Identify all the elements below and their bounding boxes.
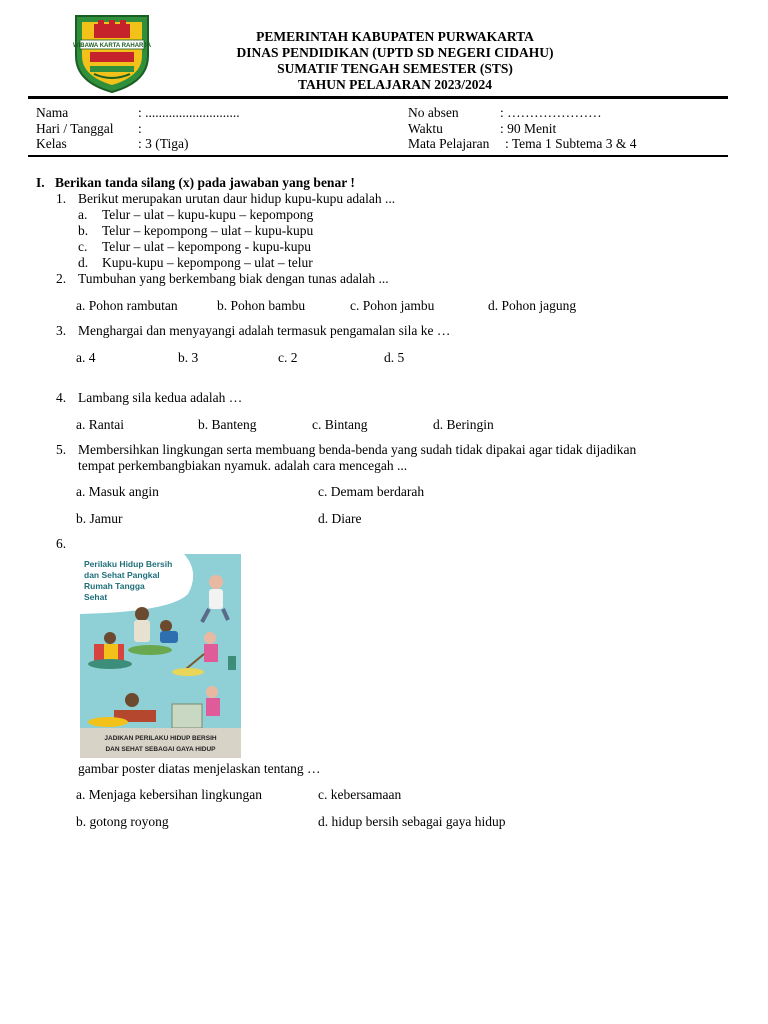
- logo-motto: WIBAWA KARTA RAHARJA: [72, 43, 152, 49]
- header-line-3: SUMATIF TENGAH SEMESTER (STS): [277, 61, 513, 76]
- mapel-label: Mata Pelajaran: [408, 136, 490, 151]
- q4-option-d: d. Beringin: [433, 417, 494, 432]
- mapel-value: : Tema 1 Subtema 3 & 4: [505, 136, 637, 151]
- q5-option-a: a. Masuk angin: [76, 484, 159, 499]
- kelas-value: : 3 (Tiga): [138, 136, 189, 151]
- section-number: I.: [36, 175, 45, 190]
- poster-title-1: Perilaku Hidup Bersih: [84, 559, 173, 569]
- header-divider: [28, 96, 728, 99]
- q6-option-b: b. gotong royong: [76, 814, 169, 829]
- q5-text-line1: Membersihkan lingkungan serta membuang benda-benda yang sudah tidak dipakai agar tidak dijadikan: [78, 442, 637, 457]
- section-instruction: Berikan tanda silang (x) pada jawaban yang benar !: [55, 175, 355, 190]
- q2-option-c: c. Pohon jambu: [350, 298, 435, 313]
- q3-option-c: c. 2: [278, 350, 298, 365]
- q6-text: gambar poster diatas menjelaskan tentang …: [78, 761, 321, 776]
- poster-title-3: Rumah Tangga: [84, 581, 145, 591]
- q6-option-d: d. hidup bersih sebagai gaya hidup: [318, 814, 506, 829]
- poster-caption-1: JADIKAN PERILAKU HIDUP BERSIH: [104, 735, 217, 742]
- poster-caption-2: DAN SEHAT SEBAGAI GAYA HIDUP: [105, 746, 216, 753]
- q4-option-a: a. Rantai: [76, 417, 124, 432]
- nama-value: : ............................: [138, 105, 240, 120]
- q1-number: 1.: [56, 191, 67, 206]
- q3-option-d: d. 5: [384, 350, 405, 365]
- identity-divider: [28, 155, 728, 157]
- header-line-4: TAHUN PELAJARAN 2023/2024: [297, 77, 492, 92]
- q1-option-letter: b.: [78, 223, 89, 238]
- q5-text-line2: tempat perkembangbiakan nyamuk. adalah cara mencegah ...: [78, 458, 408, 473]
- q5-option-d: d. Diare: [318, 511, 362, 526]
- q4-option-b: b. Banteng: [198, 417, 257, 432]
- q4-number: 4.: [56, 390, 67, 405]
- poster-title-4: Sehat: [84, 592, 108, 602]
- header-line-2: DINAS PENDIDIKAN (UPTD SD NEGERI CIDAHU): [236, 45, 554, 60]
- purwakarta-emblem: [72, 10, 152, 94]
- phbs-poster-image: [80, 554, 241, 758]
- q1-option-letter: d.: [78, 255, 89, 270]
- q1-text: Berikut merupakan urutan daur hidup kupu-kupu adalah ...: [78, 191, 396, 206]
- kelas-label: Kelas: [36, 136, 67, 151]
- absen-value: : …………………: [500, 105, 602, 120]
- hari-value: :: [138, 121, 142, 136]
- header-line-1: PEMERINTAH KABUPATEN PURWAKARTA: [256, 29, 534, 44]
- absen-label: No absen: [408, 105, 459, 120]
- q2-number: 2.: [56, 271, 67, 286]
- q1-option-c: Telur – ulat – kepompong - kupu-kupu: [102, 239, 312, 254]
- q6-option-c: c. kebersamaan: [318, 787, 402, 802]
- q2-text: Tumbuhan yang berkembang biak dengan tunas adalah ...: [78, 271, 389, 286]
- poster-title-2: dan Sehat Pangkal: [84, 570, 160, 580]
- q5-option-c: c. Demam berdarah: [318, 484, 425, 499]
- q1-option-d: Kupu-kupu – kepompong – ulat – telur: [102, 255, 313, 270]
- q1-option-b: Telur – kepompong – ulat – kupu-kupu: [102, 223, 314, 238]
- q6-option-a: a. Menjaga kebersihan lingkungan: [76, 787, 262, 802]
- q2-option-d: d. Pohon jagung: [488, 298, 577, 313]
- waktu-value: : 90 Menit: [500, 121, 557, 136]
- q3-number: 3.: [56, 323, 67, 338]
- q1-option-letter: a.: [78, 207, 88, 222]
- hari-label: Hari / Tanggal: [36, 121, 114, 136]
- q3-option-b: b. 3: [178, 350, 199, 365]
- q3-text: Menghargai dan menyayangi adalah termasuk pengamalan sila ke …: [78, 323, 451, 338]
- q3-option-a: a. 4: [76, 350, 96, 365]
- q2-option-b: b. Pohon bambu: [217, 298, 306, 313]
- q5-number: 5.: [56, 442, 67, 457]
- q4-text: Lambang sila kedua adalah …: [78, 390, 243, 405]
- waktu-label: Waktu: [408, 121, 443, 136]
- q4-option-c: c. Bintang: [312, 417, 368, 432]
- q1-option-letter: c.: [78, 239, 88, 254]
- q1-option-a: Telur – ulat – kupu-kupu – kepompong: [102, 207, 314, 222]
- q2-option-a: a. Pohon rambutan: [76, 298, 178, 313]
- q5-option-b: b. Jamur: [76, 511, 123, 526]
- nama-label: Nama: [36, 105, 69, 120]
- q6-number: 6.: [56, 536, 67, 551]
